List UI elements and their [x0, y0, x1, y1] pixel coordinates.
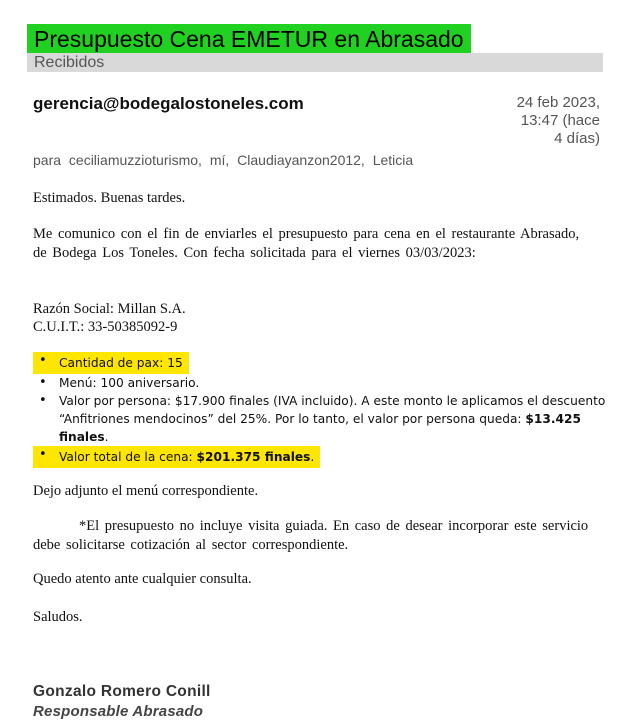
- recipients-line[interactable]: para ceciliamuzzioturismo, mí, Claudiayanzon2012, Leticia: [33, 152, 414, 168]
- pax-text: Cantidad de pax: 15: [59, 356, 183, 370]
- bullet-icon: •: [39, 375, 47, 390]
- intro-paragraph: Me comunico con el fin de enviarles el presupuesto para cena en el restaurante Abrasado, de Bodega Los Toneles. Con fecha solicitada para el viernes 03/03/2023:: [33, 226, 580, 261]
- disclaimer-paragraph: [33, 517, 593, 555]
- signature-role: Responsable Abrasado: [33, 703, 204, 720]
- email-subject: Presupuesto Cena EMETUR en Abrasado: [27, 24, 471, 55]
- inbox-label[interactable]: Recibidos: [34, 54, 105, 71]
- menu-text: Menú: 100 aniversario.: [59, 376, 200, 390]
- farewell: Saludos.: [33, 609, 83, 625]
- bullet-icon: •: [39, 447, 47, 462]
- email-date: [480, 94, 600, 148]
- inbox-label-bar: [27, 53, 603, 72]
- list-item-menu: [33, 374, 608, 392]
- list-item-pax: [33, 352, 608, 374]
- total-text: Valor total de la cena:: [59, 450, 197, 464]
- sender-address[interactable]: gerencia@bodegalostoneles.com: [33, 94, 304, 113]
- price-value: $13.425 finales: [59, 412, 581, 444]
- date-line-2: 13:47 (hace: [520, 112, 600, 129]
- company-name: Razón Social: Millan S.A.: [33, 301, 186, 317]
- company-info: [33, 300, 186, 336]
- date-line-1: 24 feb 2023,: [516, 94, 600, 111]
- attachment-note: Dejo adjunto el menú correspondiente.: [33, 483, 259, 499]
- bullet-icon: •: [39, 393, 47, 408]
- list-item-price: [33, 392, 608, 446]
- bullet-icon: •: [39, 353, 47, 368]
- disclaimer-text: *El presupuesto no incluye visita guiada. En caso de desear incorporar este servicio debe solicitarse cotización al sector correspondiente.: [33, 518, 589, 553]
- total-value: $201.375 finales: [196, 450, 311, 464]
- budget-list: [33, 352, 608, 468]
- price-text: Valor por persona: $17.900 finales (IVA incluido). A este monto le aplicamos el descuento “Anfitriones mendocinos” del 25%. Por lo tanto, el valor por persona queda:: [59, 394, 606, 426]
- date-line-3: 4 días): [554, 130, 600, 147]
- list-item-total: [33, 446, 608, 468]
- signature-name: Gonzalo Romero Conill: [33, 683, 211, 700]
- cuit: C.U.I.T.: 33-50385092-9: [33, 319, 178, 335]
- greeting: Estimados. Buenas tardes.: [33, 190, 186, 206]
- total-end: .: [310, 450, 315, 464]
- closing-line: Quedo atento ante cualquier consulta.: [33, 571, 252, 587]
- price-end: .: [104, 430, 109, 444]
